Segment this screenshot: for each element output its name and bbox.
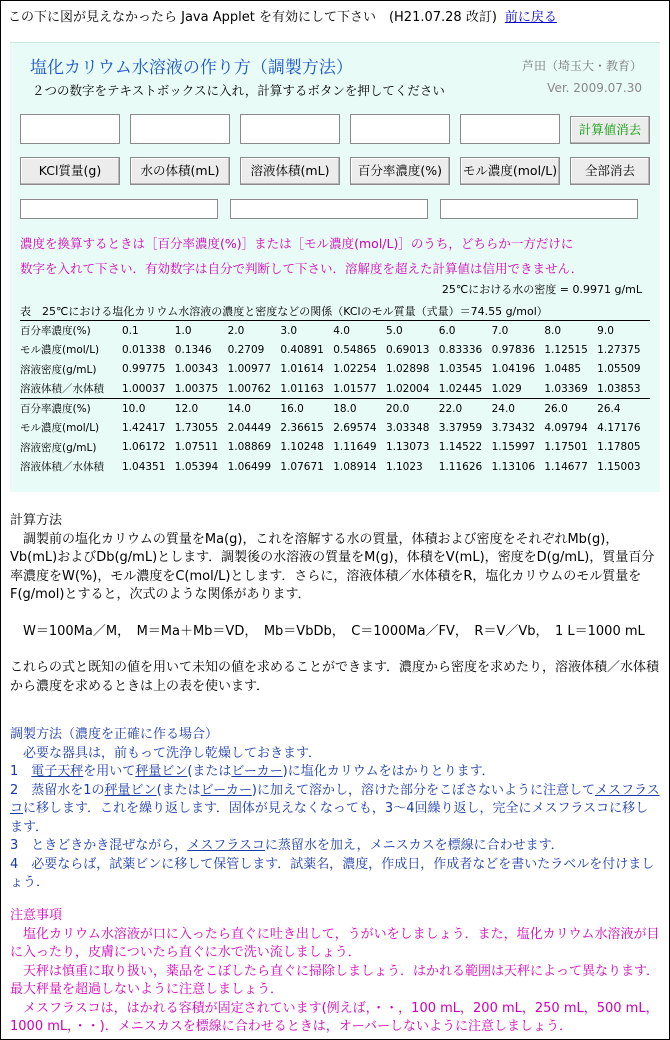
- table-cell: 4.09794: [544, 421, 588, 434]
- link-beaker-2[interactable]: ビーカー: [200, 782, 252, 798]
- table-cell: 16.0: [280, 399, 333, 419]
- table-cell: 26.4: [597, 399, 650, 419]
- table-cell: 1.27375: [597, 343, 641, 356]
- row-header-cell: 溶液密度(g/mL): [20, 363, 97, 376]
- table-cell: 1.07511: [174, 441, 219, 454]
- table-cell: 1.08914: [333, 460, 377, 473]
- table-cell: 3.73432: [491, 421, 535, 434]
- table-cell: 1.07671: [280, 460, 324, 473]
- table-cell: 1.42417: [122, 421, 166, 434]
- calc-paragraph: 調製前の塩化カリウムの質量をMa(g)，これを溶解する水の質量，体積および密度をそれぞれMb(g)，Vb(mL)およびDb(g/mL)とします．調製後の水溶液の質量をM(g)，体積をV(mL)，密度をD(g/mL)，質量百分率濃度をW(%)，モル濃度をC(mol/L)とします．さらに，溶液体積／水体積をR，塩化カリウムのモル質量をF(g/mol)とすると，次式のような関係があります．: [10, 531, 655, 602]
- caution-paragraph-2: 天秤は慎重に取り扱い，薬品をこぼしたら直ぐに掃除しましょう．はかれる範囲は天秤によって異なります．最大秤量を超過しないように注意しましょう．: [10, 963, 659, 997]
- prep-step-3: [10, 837, 660, 856]
- table-cell: 18.0: [333, 399, 386, 419]
- table-cell: 8.0: [544, 321, 597, 341]
- row-header-cell: 溶液密度(g/mL): [20, 441, 97, 454]
- water-volume-input[interactable]: [130, 114, 230, 144]
- table-cell: 1.03853: [597, 382, 641, 395]
- table-cell: 3.37959: [438, 421, 483, 434]
- table-cell: 1.1023: [385, 460, 423, 473]
- table-row: [20, 360, 650, 380]
- output-field-3[interactable]: [440, 199, 638, 219]
- table-cell: 1.10248: [280, 441, 324, 454]
- notice-text: この下に図が見えなかったら Java Applet を有効にして下さい (H21.07.28 改訂): [8, 10, 497, 25]
- water-volume-button[interactable]: 水の体積(mL): [130, 157, 230, 185]
- table-cell: 2.04449: [227, 421, 272, 434]
- step-1-mid1: を用いて: [83, 764, 136, 779]
- note-line-1: 濃度を換算するときは［百分率濃度(%)］または［モル濃度(mol/L)］のうち，どちらか一方だけに: [20, 236, 574, 251]
- calc-section: [10, 512, 660, 696]
- applet-title: 塩化カリウム水溶液の作り方（調製方法）: [30, 58, 353, 78]
- table-cell: 0.97836: [491, 343, 535, 356]
- table-cell: 1.14677: [544, 460, 588, 473]
- table-cell: 1.00037: [122, 382, 166, 395]
- table-cell: 1.05394: [174, 460, 219, 473]
- note-line-2: 数字を入れて下さい．有効数字は自分で判断して下さい．溶解度を超えた計算値は信用できません．: [20, 261, 584, 276]
- clear-all-button[interactable]: 全部消去: [570, 157, 650, 185]
- table-cell: 1.03545: [438, 363, 483, 376]
- table-cell: 1.02445: [438, 382, 483, 395]
- table-cell: 2.69574: [333, 421, 377, 434]
- calc-formula: W＝100Ma／M， M＝Ma＋Mb＝VD， Mb＝VbDb， C＝1000Ma／FV， R＝V／Vb， 1 L＝1000 mL: [10, 623, 645, 639]
- table-cell: 1.01577: [333, 382, 377, 395]
- row-header-cell: モル濃度(mol/L): [20, 422, 100, 435]
- table-cell: 1.15003: [597, 460, 641, 473]
- table-cell: 24.0: [492, 399, 545, 419]
- table-cell: 0.2709: [227, 343, 265, 356]
- table-cell: 4.17176: [597, 421, 641, 434]
- table-cell: 9.0: [597, 321, 650, 341]
- table-cell: 0.69013: [385, 343, 430, 356]
- table-cell: 1.17501: [544, 441, 588, 454]
- row-header-cell: 百分率濃度(%): [20, 321, 122, 341]
- table-cell: 3.0: [280, 321, 333, 341]
- step-1-prefix: 1: [10, 764, 32, 779]
- table-cell: 6.0: [439, 321, 492, 341]
- clear-calc-button[interactable]: 計算値消去: [570, 116, 650, 144]
- step-1-post: )に塩化カリウムをはかりとります．: [282, 764, 495, 779]
- link-beaker[interactable]: ビーカー: [231, 764, 283, 779]
- table-cell: 1.00375: [174, 382, 219, 395]
- table-cell: 0.99775: [122, 363, 166, 376]
- table-caption: 表 25℃における塩化カリウム水溶液の濃度と密度などの関係（KClのモル質量（式量）＝74.55 g/mol）: [20, 305, 548, 318]
- table-cell: 1.029: [491, 382, 522, 395]
- step-3-post: に蒸留水を加え，メニスカスを標線に合わせます．: [264, 838, 564, 853]
- row-header-cell: 溶液体積／水体積: [20, 383, 104, 395]
- table-cell: 1.0: [175, 321, 228, 341]
- table-cell: 14.0: [228, 399, 281, 419]
- table-cell: 2.0: [228, 321, 281, 341]
- solution-volume-button[interactable]: 溶液体積(mL): [240, 157, 340, 185]
- table-cell: 1.11649: [333, 441, 377, 454]
- table-cell: 1.11626: [438, 460, 483, 473]
- table-cell: 0.01338: [122, 343, 166, 356]
- applet-notice: [8, 6, 557, 25]
- table-cell: 1.0485: [544, 363, 582, 376]
- table-cell: 1.05509: [597, 363, 641, 376]
- table-cell: 1.00977: [227, 363, 272, 376]
- table-cell: 1.08869: [227, 441, 272, 454]
- table-cell: 0.83336: [438, 343, 483, 356]
- table-cell: 10.0: [122, 399, 175, 419]
- percent-input[interactable]: [350, 114, 450, 144]
- step-3-prefix: 3 ときどきかき混ぜながら，: [10, 838, 188, 853]
- table-cell: 1.06172: [122, 441, 166, 454]
- table-row: [20, 379, 650, 399]
- table-row: [20, 340, 650, 360]
- applet-panel: [10, 42, 660, 492]
- table-cell: 0.40891: [280, 343, 324, 356]
- caution-heading: 注意事項: [10, 908, 63, 923]
- table-row: [20, 399, 650, 419]
- prep-step-1: [10, 763, 660, 782]
- step-2-mid1: (または: [156, 782, 201, 798]
- caution-paragraph-3: メスフラスコは，はかれる容積が固定されています(例えば，・・，100 mL，200 mL，250 mL，500 mL，1000 mL，・・)．メニスカスを標線に合わせるときは，オーバーしないように注意しましょう．: [10, 1000, 659, 1034]
- author-label: 芦田（埼玉大・教育）: [521, 59, 642, 73]
- table-cell: 7.0: [492, 321, 545, 341]
- link-electronic-balance[interactable]: 電子天秤: [31, 764, 84, 779]
- table-cell: 1.02254: [333, 363, 377, 376]
- link-weighing-bottle-2[interactable]: 秤量ビン: [104, 782, 157, 798]
- kcl-mass-input[interactable]: [20, 114, 120, 144]
- table-cell: 1.01614: [280, 363, 324, 376]
- kcl-mass-button[interactable]: KCl質量(g): [20, 157, 120, 185]
- calc-heading: 計算方法: [10, 513, 63, 528]
- prep-intro: 必要な器具は，前もって洗浄し乾燥しておきます．: [10, 745, 321, 761]
- table-cell: 1.06499: [227, 460, 272, 473]
- table-cell: 22.0: [439, 399, 492, 419]
- step-2-mid2: )に加えて溶かし，溶けた部分をこぼさないように注意して: [251, 782, 595, 798]
- output-field-1[interactable]: [20, 199, 218, 219]
- prep-section: [10, 726, 660, 893]
- row-header-cell: 溶液体積／水体積: [20, 461, 104, 474]
- table-row: [20, 418, 650, 438]
- prep-heading: 調製方法（濃度を正確に作る場合）: [10, 727, 219, 742]
- table-cell: 1.04351: [122, 460, 166, 473]
- table-cell: 1.03369: [544, 382, 588, 395]
- conversion-note: [20, 231, 650, 281]
- table-cell: 1.02898: [385, 363, 430, 376]
- table-cell: 1.14522: [438, 441, 483, 454]
- table-cell: 1.02004: [385, 382, 430, 395]
- instruction-text: ２つの数字をテキストボックスに入れ，計算するボタンを押してください: [32, 83, 445, 98]
- table-cell: 0.54865: [333, 343, 377, 356]
- prep-step-4: 4 必要ならば，試薬ビンに移して保管します．試薬名，濃度，作成日，作成者などを書いたラベルを付けましょう．: [10, 856, 655, 890]
- calc-paragraph-2: これらの式と既知の値を用いて未知の値を求めることができます．濃度から密度を求めたり，溶液体積／水体積から濃度を求めるときは上の表を使います．: [10, 660, 659, 694]
- table-cell: 1.01163: [280, 382, 324, 395]
- step-2-prefix: 2 蒸留水を1の: [10, 782, 105, 798]
- concentration-table: [20, 320, 650, 477]
- percent-button[interactable]: 百分率濃度(%): [350, 157, 450, 185]
- table-row: [20, 321, 650, 341]
- table-cell: 1.13073: [385, 441, 430, 454]
- table-cell: 1.73055: [174, 421, 219, 434]
- table-cell: 1.15997: [491, 441, 535, 454]
- step-2-post: に移します．これを繰り返します．固体が見えなくなっても，3～4回繰り返し，完全にメスフラスコに移します．: [10, 801, 649, 835]
- back-link[interactable]: 前に戻る: [504, 10, 557, 25]
- table-cell: 1.17805: [597, 441, 641, 454]
- step-1-mid2: (または: [187, 764, 232, 779]
- link-volumetric-flask[interactable]: メスフラスコ: [10, 782, 660, 816]
- table-cell: 4.0: [333, 321, 386, 341]
- link-volumetric-flask-2[interactable]: メスフラスコ: [187, 838, 265, 853]
- table-row: [20, 457, 650, 477]
- table-cell: 0.1: [122, 321, 175, 341]
- molarity-button[interactable]: モル濃度(mol/L): [460, 157, 560, 185]
- table-cell: 20.0: [386, 399, 439, 419]
- version-label: Ver. 2009.07.30: [547, 81, 642, 95]
- table-cell: 2.36615: [280, 421, 324, 434]
- molarity-input[interactable]: [460, 114, 560, 144]
- output-field-2[interactable]: [230, 199, 428, 219]
- caution-section: [10, 907, 660, 1037]
- row-header-cell: 百分率濃度(%): [20, 399, 122, 419]
- row-header-cell: モル濃度(mol/L): [20, 344, 100, 357]
- table-cell: 1.04196: [491, 363, 535, 376]
- water-density-label: 25℃における水の密度 = 0.9971 g/mL: [441, 283, 642, 296]
- link-weighing-bottle[interactable]: 秤量ビン: [135, 764, 188, 779]
- solution-volume-input[interactable]: [240, 114, 340, 144]
- prep-step-2: [10, 782, 660, 838]
- table-cell: 1.13106: [491, 460, 535, 473]
- table-cell: 1.00762: [227, 382, 272, 395]
- table-cell: 26.0: [544, 399, 597, 419]
- caution-paragraph-1: 塩化カリウム水溶液が口に入ったら直ぐに吐き出して，うがいをしましょう．また，塩化カリウム水溶液が目に入ったり，皮膚についたら直ぐに水で洗い流しましょう．: [10, 926, 660, 960]
- table-cell: 1.12515: [544, 343, 588, 356]
- table-cell: 3.03348: [385, 421, 430, 434]
- table-cell: 1.00343: [174, 363, 219, 376]
- table-cell: 12.0: [175, 399, 228, 419]
- table-cell: 5.0: [386, 321, 439, 341]
- table-cell: 0.1346: [174, 343, 212, 356]
- table-row: [20, 438, 650, 458]
